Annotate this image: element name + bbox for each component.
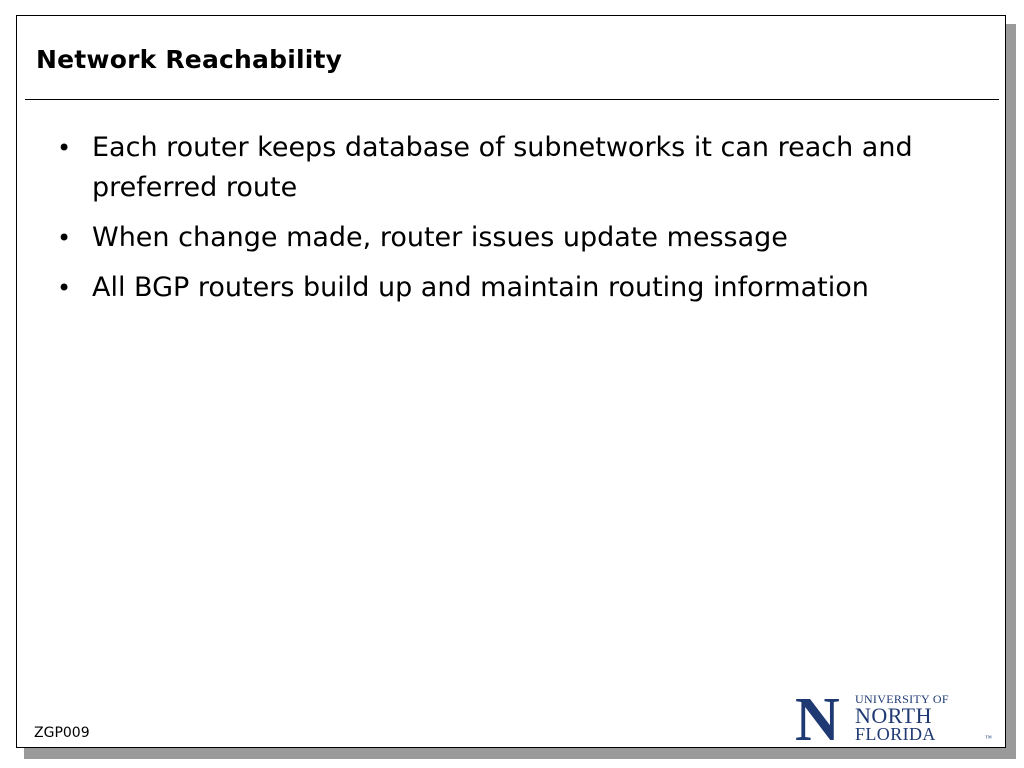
bullet-text: Each router keeps database of subnetworks it can reach and preferred route	[92, 132, 913, 203]
bullet-item	[57, 218, 917, 258]
bullet-list	[57, 128, 917, 318]
slide	[16, 15, 1006, 748]
bullet-dot-icon: •	[57, 274, 72, 302]
bullet-text: When change made, router issues update message	[92, 222, 788, 253]
logo-line-university: UNIVERSITY OF	[855, 692, 949, 706]
logo-line-florida: FLORIDA	[855, 724, 936, 742]
title-divider	[25, 99, 999, 100]
bullet-item	[57, 268, 917, 308]
bullet-dot-icon: •	[57, 134, 72, 162]
bullet-text: All BGP routers build up and maintain routing information	[92, 272, 869, 303]
bullet-dot-icon: •	[57, 224, 72, 252]
logo-trademark: ™	[985, 734, 992, 742]
unf-logo	[795, 690, 995, 742]
logo-line-north: NORTH	[855, 703, 932, 728]
footer-slide-code: ZGP009	[34, 725, 90, 741]
bullet-item	[57, 128, 917, 208]
logo-letter: N	[795, 690, 840, 742]
slide-title: Network Reachability	[36, 45, 343, 74]
